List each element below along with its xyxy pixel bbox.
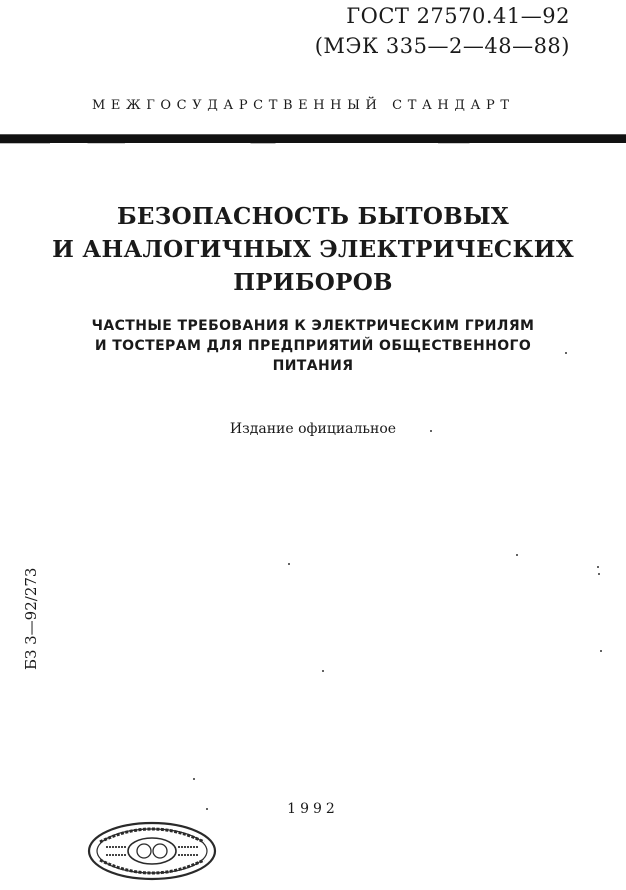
publication-year: 1992 [287, 801, 339, 817]
header-rule [0, 134, 626, 143]
print-speck [206, 808, 208, 810]
gost-number: ГОСТ 27570.41—92 [346, 4, 570, 28]
print-speck [600, 650, 602, 652]
library-stamp-icon [86, 820, 218, 882]
document-subtitle [0, 316, 626, 376]
print-speck [597, 566, 599, 568]
print-speck [430, 430, 432, 432]
print-speck [193, 778, 195, 780]
edition-note: Издание официальное [229, 421, 397, 437]
print-speck [516, 554, 518, 556]
print-speck [598, 573, 600, 575]
title-line: ПРИБОРОВ [233, 269, 393, 296]
side-code: БЗ 3—92/273 [22, 567, 40, 670]
header-rule-shadow [0, 143, 626, 144]
subtitle-line: ПИТАНИЯ [272, 358, 354, 374]
print-speck [322, 670, 324, 672]
subtitle-line: И ТОСТЕРАМ ДЛЯ ПРЕДПРИЯТИЙ ОБЩЕСТВЕННОГО [94, 338, 532, 354]
title-line: И АНАЛОГИЧНЫХ ЭЛЕКТРИЧЕСКИХ [52, 236, 574, 263]
iec-number: (МЭК 335—2—48—88) [314, 34, 570, 58]
print-speck [565, 352, 567, 354]
standard-type: МЕЖГОСУДАРСТВЕННЫЙ СТАНДАРТ [92, 98, 515, 113]
subtitle-line: ЧАСТНЫЕ ТРЕБОВАНИЯ К ЭЛЕКТРИЧЕСКИМ ГРИЛЯМ [91, 318, 535, 334]
print-speck [288, 563, 290, 565]
title-line: БЕЗОПАСНОСТЬ БЫТОВЫХ [116, 203, 510, 230]
document-title [0, 200, 626, 299]
